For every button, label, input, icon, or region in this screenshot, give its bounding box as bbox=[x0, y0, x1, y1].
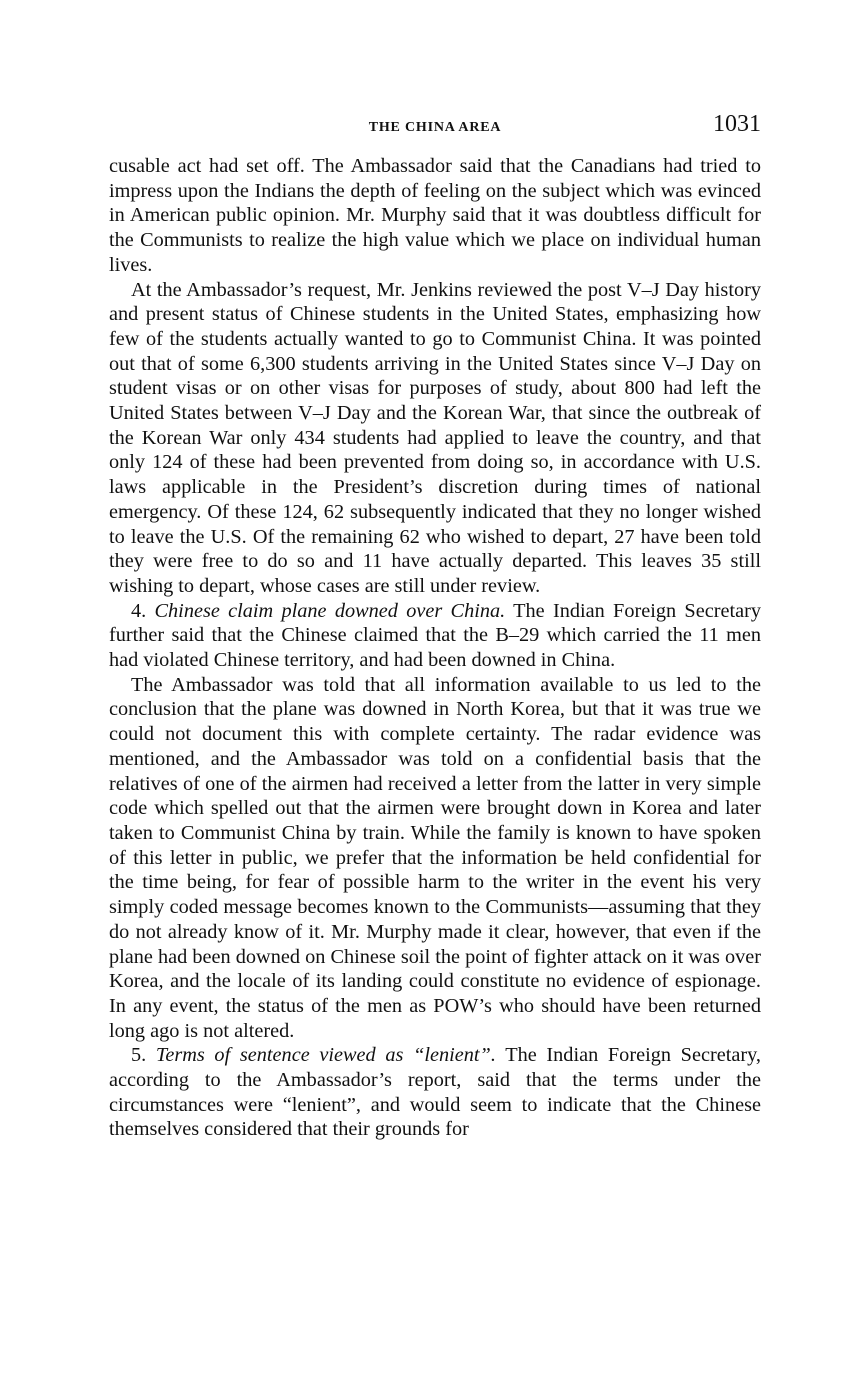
paragraph-text: The Indian Foreign Secretary further said that the Chinese claimed that the B–29 which carried the 11 men had violated Chinese territory, and had been downed in China. bbox=[109, 599, 761, 672]
paragraph-text: At the Ambassador’s request, Mr. Jenkins reviewed the post V–J Day history and present status of Chinese students in the United States, emphasizing how few of the students actually wanted to go to Communist China. It was pointed out that of some 6,300 students arriving in the United States since V–J Day on student visas or on other visas for purposes of study, about 800 had left the United States between V–J Day and the Korean War, that since the outbreak of the Korean War only 434 students had applied to leave the country, and that only 124 of these had been prevented from doing so, in accordance with U.S. laws applicable in the President’s discretion during times of national emergency. Of these 124, 62 subsequently indicated that they no longer wished to leave the U.S. Of the remaining 62 who wished to depart, 27 have been told they were free to do so and 11 have actually departed. This leaves 35 still wishing to depart, whose cases are still under review. bbox=[109, 278, 761, 597]
page-number: 1031 bbox=[713, 111, 761, 137]
paragraph-text: The Ambassador was told that all information available to us led to the conclusion that the plane was downed in North Korea, but that it was true we could not document this with complete certainty. The radar evidence was mentioned, and the Ambassador was told on a confidential basis that the relatives of one of the airmen had received a letter from the latter in very simple code which spelled out that the airmen were brought down in Korea and later taken to Communist China by train. While the family is known to have spoken of this letter in public, we prefer that the information be held confidential for the time being, for fear of possible harm to the writer in the event his very simply coded message becomes known to the Communists—assuming that they do not already know of it. Mr. Murphy made it clear, however, that even if the plane had been downed on Chinese soil the point of fighter attack on it was over Korea, and the locale of its landing could constitute no evidence of espionage. In any event, the status of the men as POW’s who should have been returned long ago is not altered. bbox=[109, 673, 761, 1042]
section-5-paragraph bbox=[109, 1043, 761, 1142]
document-page bbox=[109, 110, 761, 1142]
paragraph-continuation bbox=[109, 154, 761, 278]
paragraph-text: The Indian Foreign Secretary, according to the Ambassador’s report, said that the terms under the circumstances were “lenient”, and would seem to indicate that the Chinese themselves considered that their grounds for bbox=[109, 1044, 761, 1141]
section-heading: Chinese claim plane downed over China. bbox=[154, 599, 506, 622]
page-header bbox=[109, 110, 761, 146]
running-head: THE CHINA AREA bbox=[368, 120, 502, 135]
paragraph-students bbox=[109, 278, 761, 599]
section-number: 4. bbox=[131, 599, 147, 622]
paragraph-text: cusable act had set off. The Ambassador said that the Canadians had tried to impress upon the Indians the depth of feeling on the subject which was evinced in American public opinion. Mr. Murphy said that it was doubtless difficult for the Communists to realize the high value which we place on individual human lives. bbox=[109, 155, 761, 276]
body-text bbox=[109, 154, 761, 1142]
paragraph-plane-evidence bbox=[109, 673, 761, 1044]
section-heading: Terms of sentence viewed as “lenient”. bbox=[155, 1044, 496, 1067]
section-4-paragraph bbox=[109, 599, 761, 673]
section-number: 5. bbox=[131, 1044, 147, 1067]
